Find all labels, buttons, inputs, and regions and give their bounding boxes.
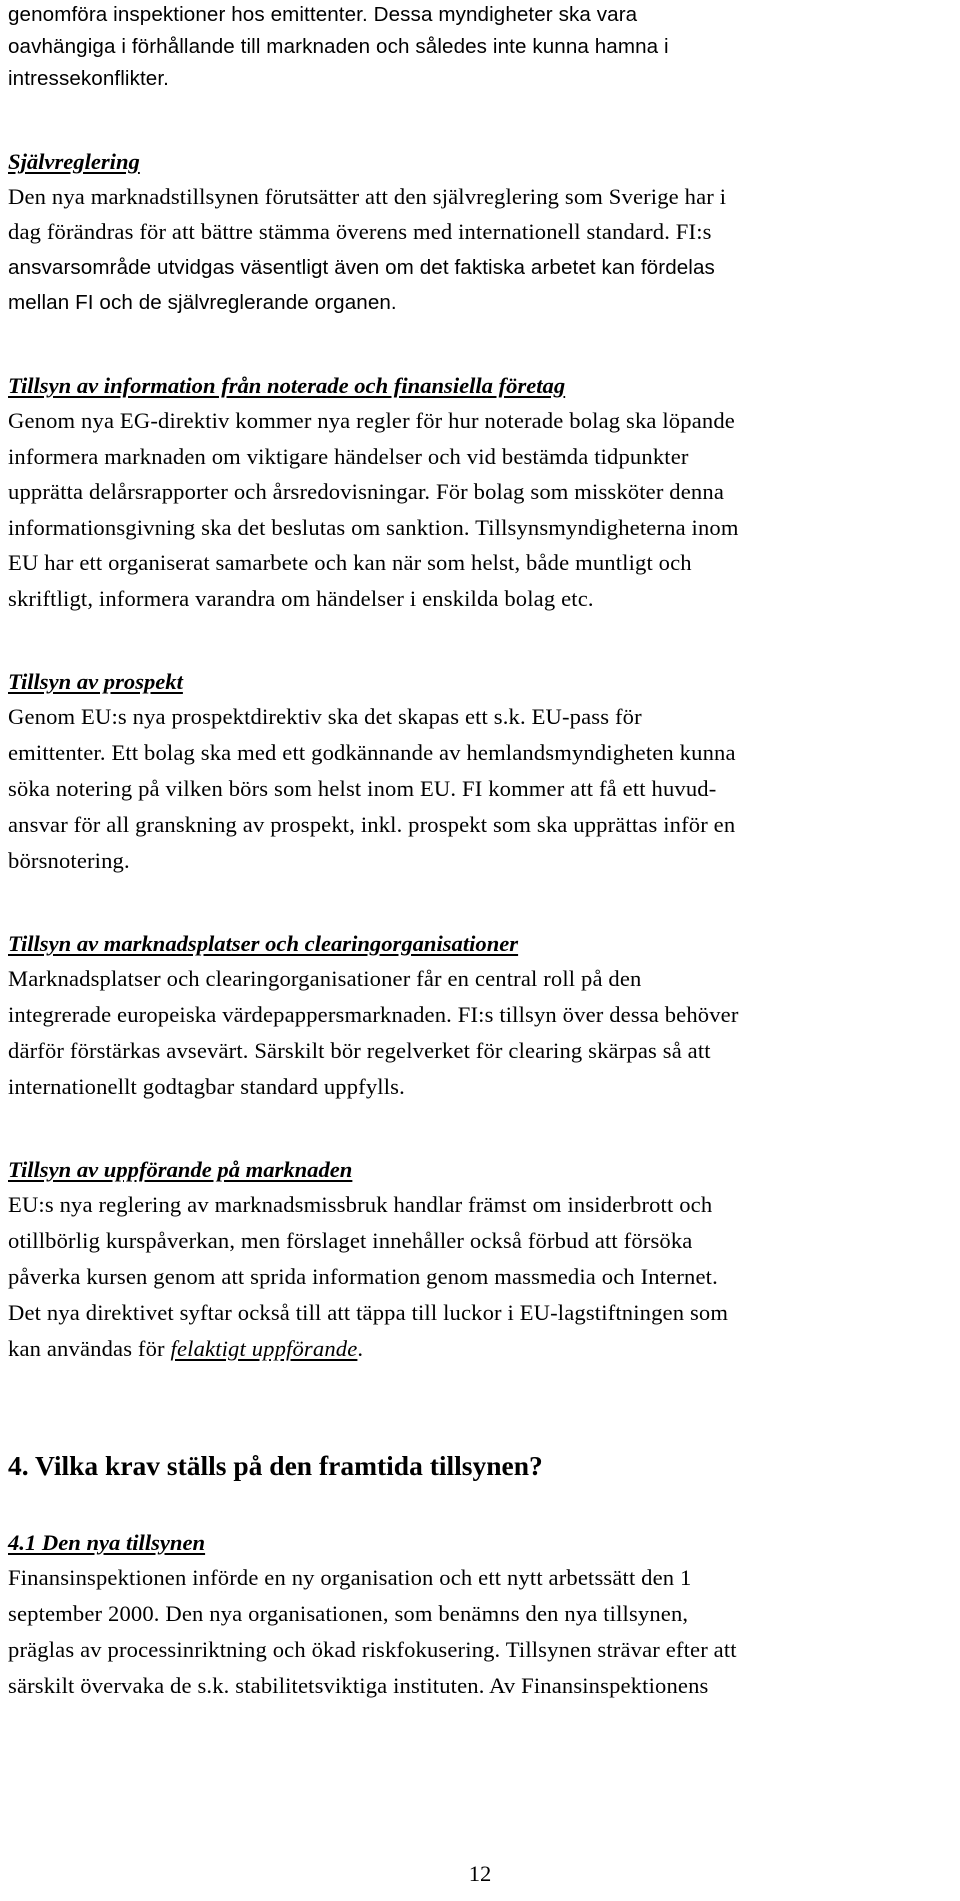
body-line-last xyxy=(8,1334,363,1364)
body-line: påverka kursen genom att sprida information genom massmedia och Internet. xyxy=(8,1264,718,1289)
body-line: särskilt övervaka de s.k. stabilitetsviktiga instituten. Av Finansinspektionens xyxy=(8,1673,709,1698)
body-line: Den nya marknadstillsynen förutsätter att den självreglering som Sverige har i xyxy=(8,184,727,209)
body-line: upprätta delårsrapporter och årsredovisningar. För bolag som missköter denna xyxy=(8,479,725,504)
body-line: Finansinspektionen införde en ny organisation och ett nytt arbetssätt den 1 xyxy=(8,1565,692,1590)
period: . xyxy=(357,1336,364,1361)
section-heading-prospekt: Tillsyn av prospekt xyxy=(8,669,183,694)
section-heading-information: Tillsyn av information från noterade och finansiella företag xyxy=(8,373,566,398)
body-line: internationellt godtagbar standard uppfylls. xyxy=(8,1074,405,1099)
body-line: Marknadsplatser och clearingorganisationer får en central roll på den xyxy=(8,966,642,991)
intro-line-1: genomföra inspektioner hos emittenter. Dessa myndigheter ska vara xyxy=(8,3,638,26)
body-line: emittenter. Ett bolag ska med ett godkännande av hemlandsmyndigheten kunna xyxy=(8,740,736,765)
page-number: 12 xyxy=(468,1861,492,1886)
body-line: integrerade europeiska värdepappersmarknaden. FI:s tillsyn över dessa behöver xyxy=(8,1002,739,1027)
body-line: mellan FI och de självreglerande organen. xyxy=(8,291,397,314)
body-line: skriftligt, informera varandra om händelser i enskilda bolag etc. xyxy=(8,586,594,611)
section-heading-uppforande: Tillsyn av uppförande på marknaden xyxy=(8,1157,353,1182)
body-line: EU har ett organiserat samarbete och kan när som helst, både muntligt och xyxy=(8,550,692,575)
body-line: informera marknaden om viktigare händelser och vid bestämda tidpunkter xyxy=(8,444,689,469)
body-line: otillbörlig kurspåverkan, men förslaget innehåller också förbud att försöka xyxy=(8,1228,693,1253)
body-line: söka notering på vilken börs som helst inom EU. FI kommer att få ett huvud- xyxy=(8,776,717,801)
body-line: informationsgivning ska det beslutas om sanktion. Tillsynsmyndigheterna inom xyxy=(8,515,739,540)
body-line: börsnotering. xyxy=(8,848,130,873)
body-line: därför förstärkas avsevärt. Särskilt bör regelverket för clearing skärpas så att xyxy=(8,1038,711,1063)
body-line: Genom nya EG-direktiv kommer nya regler för hur noterade bolag ska löpande xyxy=(8,408,735,433)
subsection-heading: 4.1 Den nya tillsynen xyxy=(8,1530,206,1555)
body-line: Det nya direktivet syftar också till att täppa till luckor i EU-lagstiftningen som xyxy=(8,1300,729,1325)
body-line: ansvar för all granskning av prospekt, inkl. prospekt som ska upprättas inför en xyxy=(8,812,736,837)
intro-line-3: intressekonflikter. xyxy=(8,67,169,90)
body-text: kan användas för xyxy=(8,1336,171,1361)
chapter-title: 4. Vilka krav ställs på den framtida tillsynen? xyxy=(8,1450,543,1481)
body-line: september 2000. Den nya organisationen, som benämns den nya tillsynen, xyxy=(8,1601,689,1626)
body-line: präglas av processinriktning och ökad riskfokusering. Tillsynen strävar efter att xyxy=(8,1637,737,1662)
body-line: dag förändras för att bättre stämma överens med internationell standard. FI:s xyxy=(8,219,712,244)
section-heading-sjalvreglering: Självreglering xyxy=(8,149,140,174)
body-line: Genom EU:s nya prospektdirektiv ska det skapas ett s.k. EU-pass för xyxy=(8,704,642,729)
emphasized-term: felaktigt uppförande xyxy=(170,1336,358,1361)
intro-line-2: oavhängiga i förhållande till marknaden och således inte kunna hamna i xyxy=(8,35,669,58)
body-line: ansvarsområde utvidgas väsentligt även om det faktiska arbetet kan fördelas xyxy=(8,256,715,279)
body-line: EU:s nya reglering av marknadsmissbruk handlar främst om insiderbrott och xyxy=(8,1192,713,1217)
section-heading-marknadsplatser: Tillsyn av marknadsplatser och clearingorganisationer xyxy=(8,931,519,956)
